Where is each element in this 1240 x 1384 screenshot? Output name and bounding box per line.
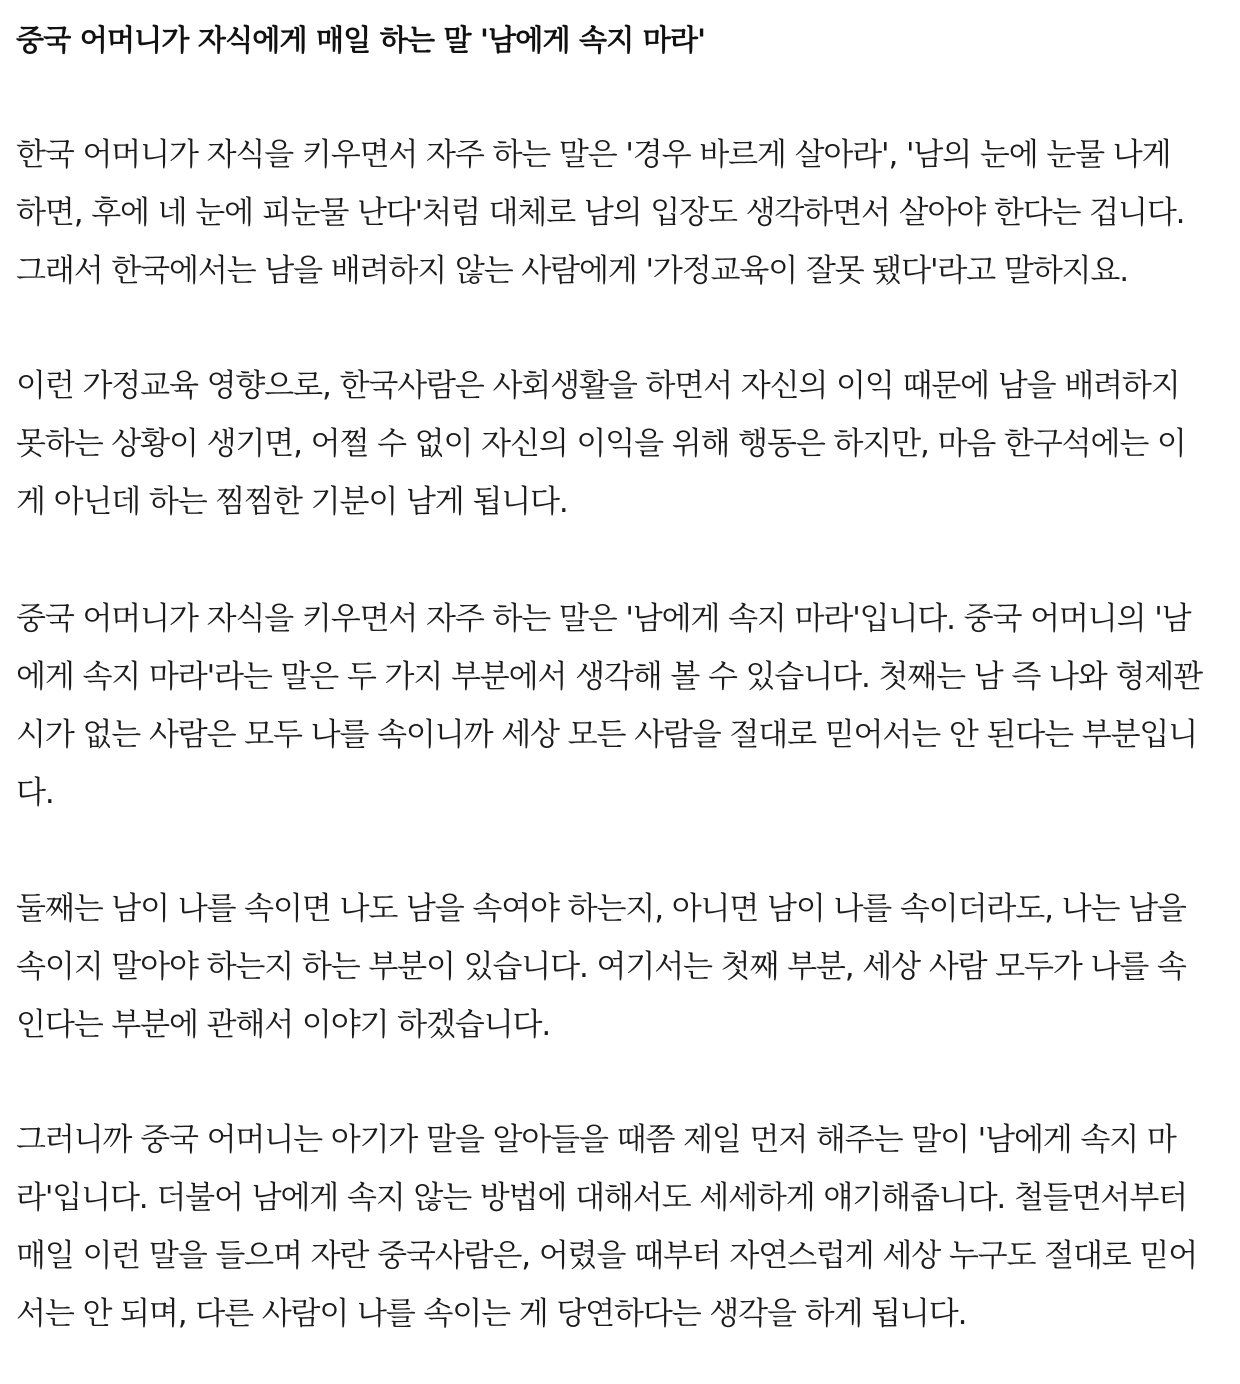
- paragraph-line: 인다는 부분에 관해서 이야기 하겠습니다.: [16, 1007, 551, 1043]
- paragraph-1: [16, 126, 1236, 300]
- paragraph-line: 하면, 후에 네 눈에 피눈물 난다'처럼 대체로 남의 입장도 생각하면서 살아야 한다는 겁니다.: [16, 195, 1185, 231]
- paragraph-line: 중국 어머니가 자식을 키우면서 자주 하는 말은 '남에게 속지 마라'입니다. 중국 어머니의 '남: [16, 601, 1191, 637]
- paragraph-4: [16, 880, 1236, 1054]
- paragraph-line: 속이지 말아야 하는지 하는 부분이 있습니다. 여기서는 첫째 부분, 세상 사람 모두가 나를 속: [16, 949, 1186, 985]
- paragraph-line: 그러니까 중국 어머니는 아기가 말을 알아들을 때쯤 제일 먼저 해주는 말이 '남에게 속지 마: [16, 1122, 1176, 1158]
- paragraph-line: 이런 가정교육 영향으로, 한국사람은 사회생활을 하면서 자신의 이익 때문에 남을 배려하지: [16, 368, 1180, 404]
- paragraph-line: 못하는 상황이 생기면, 어쩔 수 없이 자신의 이익을 위해 행동은 하지만, 마음 한구석에는 이: [16, 426, 1186, 462]
- paragraph-line: 서는 안 되며, 다른 사람이 나를 속이는 게 당연하다는 생각을 하게 됩니다.: [16, 1296, 967, 1332]
- paragraph-line: 한국 어머니가 자식을 키우면서 자주 하는 말은 '경우 바르게 살아라', '남의 눈에 눈물 나게: [16, 137, 1171, 173]
- paragraph-line: 에게 속지 마라'라는 말은 두 가지 부분에서 생각해 볼 수 있습니다. 첫째는 남 즉 나와 형제꽌: [16, 659, 1202, 695]
- paragraph-line: 매일 이런 말을 들으며 자란 중국사람은, 어렸을 때부터 자연스럽게 세상 누구도 절대로 믿어: [16, 1238, 1198, 1274]
- paragraph-line: 시가 없는 사람은 모두 나를 속이니까 세상 모든 사람을 절대로 믿어서는 안 된다는 부분입니: [16, 717, 1198, 753]
- paragraph-line: 게 아닌데 하는 찜찜한 기분이 남게 됩니다.: [16, 484, 568, 520]
- paragraph-line: 라'입니다. 더불어 남에게 속지 않는 방법에 대해서도 세세하게 얘기해줍니다. 철들면서부터: [16, 1180, 1188, 1216]
- paragraph-line: 그래서 한국에서는 남을 배려하지 않는 사람에게 '가정교육이 잘못 됐다'라고 말하지요.: [16, 253, 1128, 289]
- paragraph-line: 다.: [16, 775, 54, 811]
- paragraph-2: [16, 357, 1236, 531]
- article-title: 중국 어머니가 자식에게 매일 하는 말 '남에게 속지 마라': [16, 23, 706, 57]
- paragraph-line: 둘째는 남이 나를 속이면 나도 남을 속여야 하는지, 아니면 남이 나를 속이더라도, 나는 남을: [16, 891, 1186, 927]
- paragraph-3: [16, 590, 1236, 822]
- paragraph-5: [16, 1111, 1236, 1343]
